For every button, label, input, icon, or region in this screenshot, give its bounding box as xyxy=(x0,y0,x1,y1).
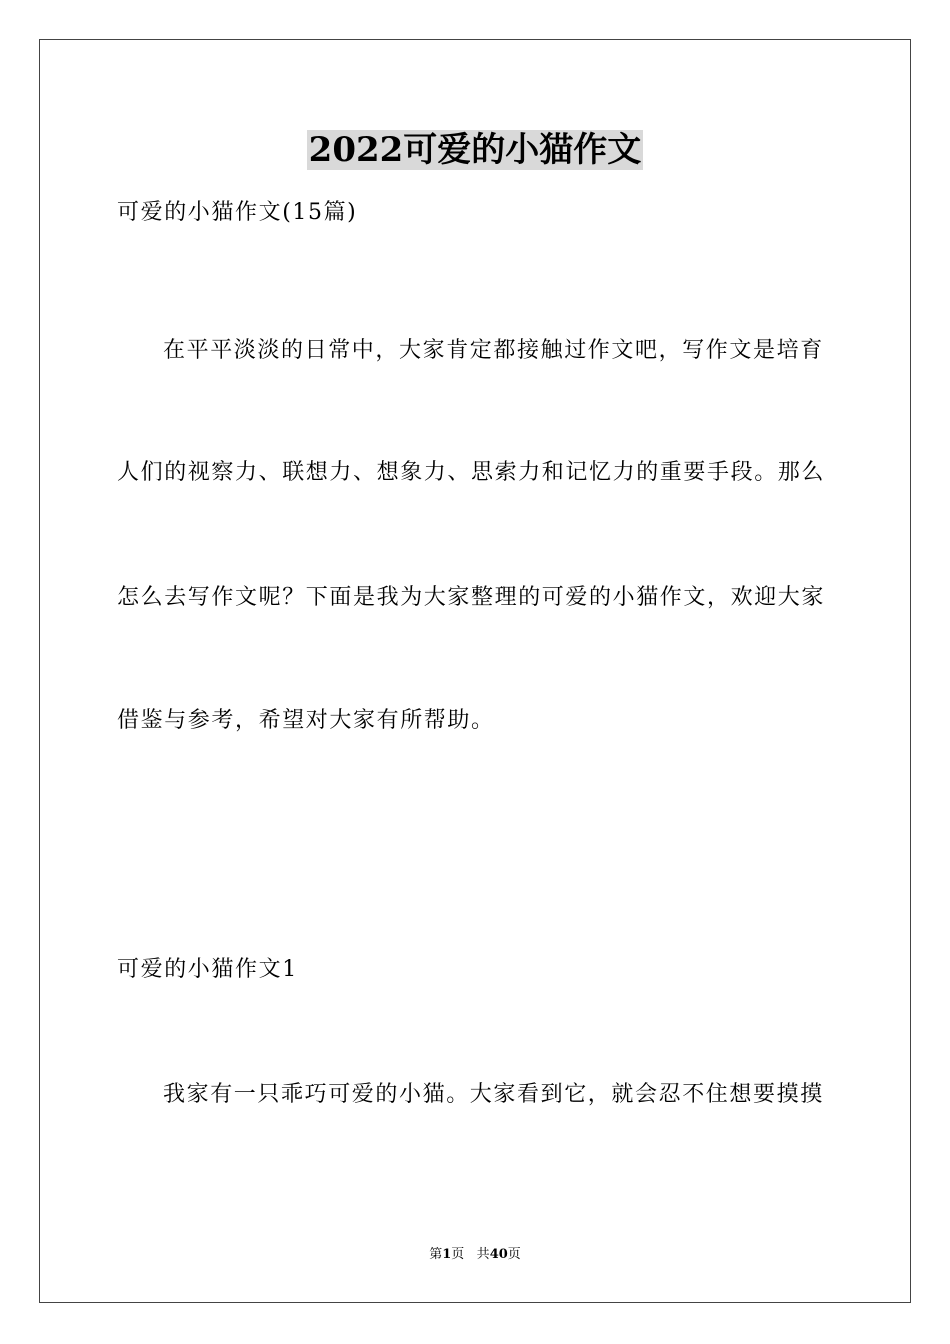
intro-line-3: 怎么去写作文呢？下面是我为大家整理的可爱的小猫作文，欢迎大家 xyxy=(117,585,826,610)
footer-total-prefix: 共 xyxy=(476,1247,490,1262)
intro-line-2: 人们的视察力、联想力、想象力、思索力和记忆力的重要手段。那么 xyxy=(117,460,826,485)
footer-page-total: 40 xyxy=(489,1247,508,1262)
footer-page-prefix: 第 xyxy=(429,1247,443,1262)
page-footer xyxy=(0,1246,950,1264)
footer-total-suffix: 页 xyxy=(507,1247,521,1262)
page-border xyxy=(39,39,911,1303)
document-title xyxy=(0,128,950,172)
section-heading: 可爱的小猫作文1 xyxy=(117,957,298,982)
footer-page-suffix: 页 xyxy=(451,1247,465,1262)
intro-line-1: 在平平淡淡的日常中，大家肯定都接触过作文吧，写作文是培育 xyxy=(163,338,824,363)
document-title-text: 2022可爱的小猫作文 xyxy=(308,130,642,170)
footer-page-current: 1 xyxy=(442,1247,452,1262)
document-subtitle: 可爱的小猫作文(15篇) xyxy=(117,200,358,225)
intro-line-4: 借鉴与参考，希望对大家有所帮助。 xyxy=(117,708,495,733)
section-paragraph-line-1: 我家有一只乖巧可爱的小猫。大家看到它，就会忍不住想要摸摸 xyxy=(163,1082,824,1107)
